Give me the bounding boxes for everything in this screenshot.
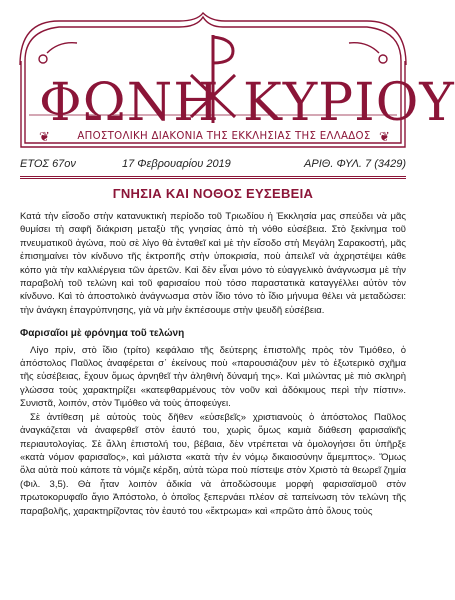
article-body [20,210,406,518]
section-heading: Φαρισαῖοι μὲ φρόνημα τοῦ τελώνη [20,328,185,340]
masthead-title-left: ΦΩΝΗ [39,73,220,133]
article-headline: ΓΝΗΣΙΑ ΚΑΙ ΝΟΘΟΣ ΕΥΣΕΒΕΙΑ [112,186,314,201]
paragraph: Κατά τὴν εἴσοδο στὴν κατανυκτικὴ περίοδο τοῦ Τριωδίου ἡ Ἐκκλησία μας σπεύδει νὰ μᾶς θυμίσει τὴ σαφῆ διάκριση μεταξὺ τῆς γνησίας ἀπὸ τὴ νόθο εὐσέβεια. Στὸ ξεκίνημα τοῦ πνευματικοῦ ἀγώνα, ποὺ σὲ λίγο θὰ ἐνταθεῖ καὶ μὲ τὴν εἴσοδο στὴ Μεγάλη Σαρακοστή, μᾶς ἐπισημαίνει τὸν κίνδυνο τῆς ἐκτροπῆς στὴν ὑποκρισία, ποὺ ἀπειλεῖ νὰ ἀχρηστέψει κάθε κόπο γιὰ τὴν καλλιέργεια τῶν ἀρετῶν. Καὶ δὲν εἶναι μόνο τὸ εὐαγγελικὸ ἀνάγνωσμα μὲ τὴν παραβολὴ τοῦ τελώνη καὶ τοῦ φαρισαίου ποὺ τόσο παραστατικὰ καταγγέλλει αὐτὸν τὸν κίνδυνο. Καὶ τὸ ἀποστολικὸ ἀνάγνωσμα στὸν ἴδιο τόνο τὸ ἴδιο μήνυμα θέλει νὰ μεταδώσει: τὴν ἀνάγκη ἐπαγρύπνησης, γιὰ νὰ μὴν ἐκπέσουμε στὴν ψευδῆ εὐσέβεια. [20,211,406,316]
masthead-subtitle: ΑΠΟΣΤΟΛΙΚΗ ΔΙΑΚΟΝΙΑ ΤΗΣ ΕΚΚΛΗΣΙΑΣ ΤΗΣ ΕΛΛΑΔΟΣ [77,131,371,142]
issue-date: 17 Φεβρουαρίου 2019 [122,158,231,170]
divider [20,176,406,177]
issue-number: ΑΡΙΘ. ΦΥΛ. 7 (3429) [304,158,406,170]
ornament-left-icon: ❦ [39,129,50,144]
issue-year: ΕΤΟΣ 67ον [20,158,76,170]
masthead-title-right: ΚΥΡΙΟΥ [243,73,455,133]
divider [20,178,406,179]
issue-info [20,158,406,176]
ornament-right-icon: ❦ [379,129,390,144]
paragraph: Λίγο πρίν, στὸ ἴδιο (τρίτο) κεφάλαιο τῆς δεύτερης ἐπιστολῆς πρὸς τὸν Τιμόθεο, ὁ ἀπόστολος Παῦλος ἀναφέρεται σ᾽ ἐκείνους ποὺ «παρουσιάζουν μὲν τὸ ἐξωτερικὸ σχῆμα τῆς εὐσέβειας, ἔχουν ὅμως ἀρνηθεῖ τὴν ἀληθινὴ δύναμή της». Καὶ μιλώντας μὲ πιὸ σκληρὴ γλώσσα τοὺς χαρακτηρίζει «κατεφθαρμένους τὸν νοῦν καὶ ἀδόκιμους περὶ τὴν πίστιν». Συνιστᾶ, λοιπόν, στὸν Τιμόθεο νὰ τοὺς ἀποφεύγει. [20,344,406,410]
masthead [19,13,455,150]
paragraph: Σὲ ἀντίθεση μὲ αὐτοὺς τοὺς δῆθεν «εὐσεβεῖς» χριστιανοὺς ὁ ἀπόστολος Παῦλος ἀναγκάζεται νὰ ἀναφερθεῖ στὸν ἑαυτό του, χωρὶς ὅμως καμιὰ διάθεση φαρισαϊκῆς περιαυτολογίας. Σὲ ἄλλη ἐπιστολή του, βέβαια, δὲν ντρέπεται νὰ ὁμολογήσει ὅτι ὑπῆρξε «κατὰ νόμον φαρισαῖος», καὶ μάλιστα «κατὰ τὴν ἐν νόμῳ δικαιοσύνην ἄμεμπτος». Ὅμως ὅλα αὐτὰ ποὺ κάποτε τὰ νόμιζε κέρδη, αὐτὰ τώρα ποὺ πίστεψε στὸν Χριστὸ τὰ θεωρεῖ ζημία (Φιλ. 3,5). Θὰ ἦταν λοιπὸν ἀδικία νὰ ἀποδώσουμε μορφὴ φαρισαϊσμοῦ στὸν πρωτοκορυφαῖο ἅγιο Ἀπόστολο, ὁ ὁποῖος ξεπερνάει πλέον σὲ ταπείνωση τὸν τελώνη τῆς παραβολῆς, χαρακτηρίζοντας τὸν ἑαυτό του «ἔκτρωμα» καὶ «πρῶτο ἀπὸ ὅλους τοὺς [20,411,406,517]
